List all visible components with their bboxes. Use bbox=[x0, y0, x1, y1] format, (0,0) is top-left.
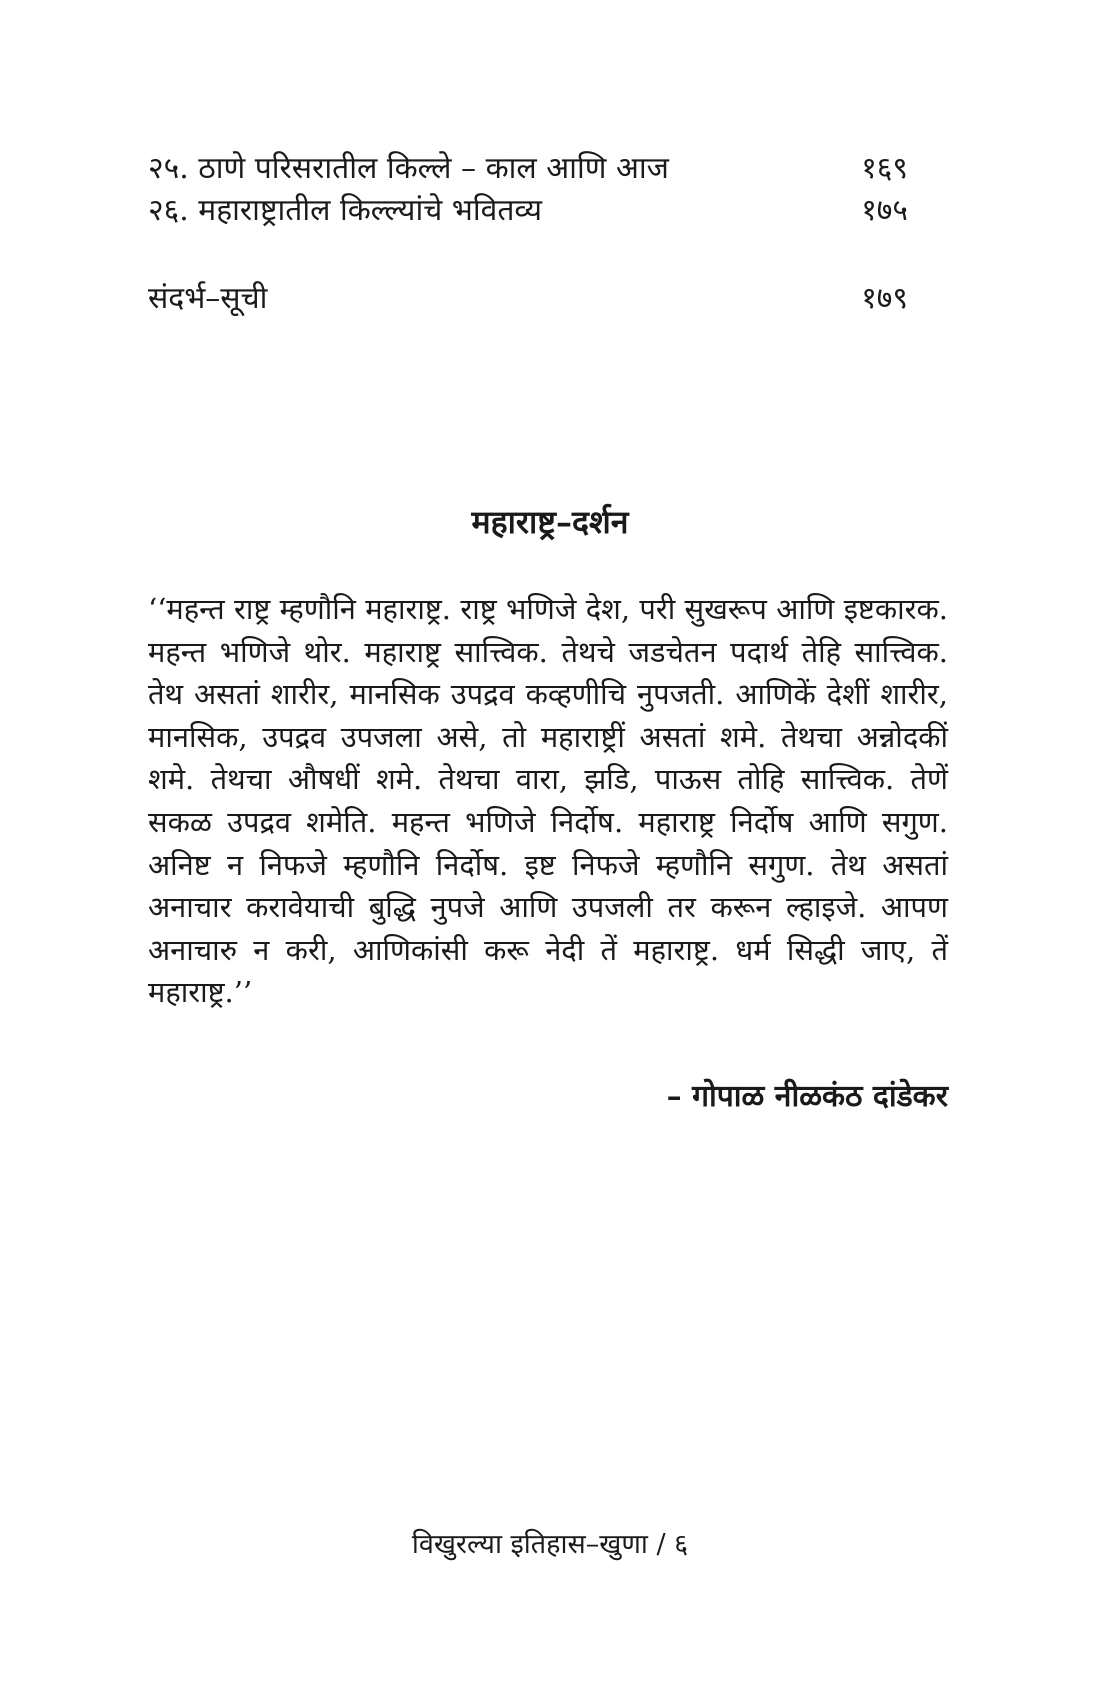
toc-entry-page: १६९ bbox=[861, 151, 908, 186]
quote-attribution: – गोपाळ नीळकंठ दांडेकर bbox=[666, 1079, 948, 1114]
quote-paragraph: ‘‘महन्त राष्ट्र म्हणौनि महाराष्ट्र. राष्ट्र भणिजे देश, परी सुखरूप आणि इष्टकारक. महन्त भणिजे थोर. महाराष्ट्र सात्त्विक. तेथचे जडचेतन पदार्थ तेहि सात्त्विक. तेथ असतां शारीर, मानसिक उपद्रव कव्हणीचि नुपजती. आणिकें देशीं शारीर, मानसिक, उपद्रव उपजला असे, तो महाराष्ट्रीं असतां शमे. तेथचा अन्नोदकीं शमे. तेथचा औषधीं शमे. तेथचा वारा, झडि, पाऊस तोहि सात्त्विक. तेणें सकळ उपद्रव शमेति. महन्त भणिजे निर्दोष. महाराष्ट्र निर्दोष आणि सगुण. अनिष्ट न निफजे म्हणौनि निर्दोष. इष्ट निफजे म्हणौनि सगुण. तेथ असतां अनाचार करावेयाची बुद्धि नुपजे आणि उपजली तर करून ल्हाइजे. आपण अनाचारु न करी, आणिकांसी करू नेदी तें महाराष्ट्र. धर्म सिद्धी जाए, तें महाराष्ट्र.’’ bbox=[148, 592, 948, 1010]
toc-entry-title: २६. महाराष्ट्रातील किल्ल्यांचे भवितव्य bbox=[148, 193, 543, 228]
table-of-contents bbox=[148, 148, 908, 320]
toc-entry-title: २५. ठाणे परिसरातील किल्ले – काल आणि आज bbox=[148, 151, 669, 186]
section-heading: महाराष्ट्र–दर्शन bbox=[471, 503, 629, 541]
toc-references-title: संदर्भ–सूची bbox=[148, 281, 268, 316]
toc-spacer bbox=[148, 232, 908, 278]
toc-entry bbox=[148, 190, 908, 232]
toc-entry-references bbox=[148, 278, 908, 320]
toc-references-page: १७९ bbox=[861, 281, 908, 316]
toc-entry-page: १७५ bbox=[861, 193, 908, 228]
page-footer: विखुरल्या इतिहास–खुणा / ६ bbox=[411, 1529, 689, 1560]
toc-entry bbox=[148, 148, 908, 190]
